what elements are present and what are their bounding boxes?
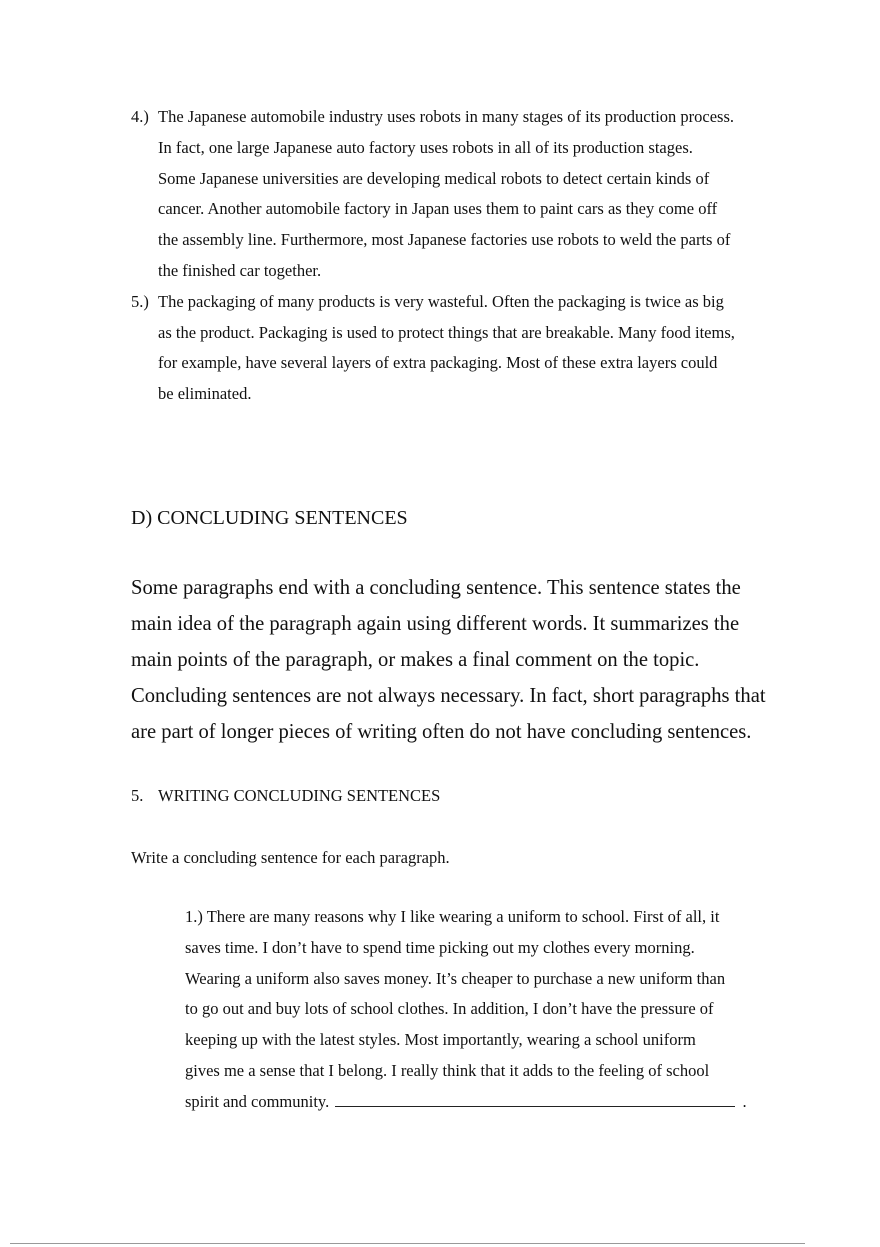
exercise-section-title: WRITING CONCLUDING SENTENCES xyxy=(158,786,441,805)
text-line: be eliminated. xyxy=(158,384,252,404)
list-item-number: 4.) xyxy=(131,107,149,126)
text-line: the finished car together. xyxy=(158,260,322,280)
exercise-line-period: . xyxy=(742,1091,747,1111)
exercise-line: keeping up with the latest styles. Most importantly, wearing a school uniform xyxy=(185,1030,696,1050)
paragraph-line: main idea of the paragraph again using different words. It summarizes the xyxy=(131,613,740,635)
text-line: the assembly line. Furthermore, most Japanese factories use robots to weld the parts of xyxy=(158,230,731,250)
text-line: cancer. Another automobile factory in Japan uses them to paint cars as they come off xyxy=(158,199,718,219)
exercise-line: saves time. I don’t have to spend time picking out my clothes every morning. xyxy=(185,937,695,957)
text-line: In fact, one large Japanese auto factory uses robots in all of its production stages. xyxy=(158,137,693,157)
exercise-instruction: Write a concluding sentence for each paragraph. xyxy=(131,848,450,867)
exercise-line: Wearing a uniform also saves money. It’s cheaper to purchase a new uniform than xyxy=(185,968,726,988)
section-d-heading: D) CONCLUDING SENTENCES xyxy=(131,507,408,529)
concluding-sentences-paragraph xyxy=(131,570,821,750)
text-line: The Japanese automobile industry uses robots in many stages of its production process. xyxy=(158,107,735,126)
text-line: as the product. Packaging is used to protect things that are breakable. Many food items, xyxy=(158,322,735,342)
numbered-example-list xyxy=(131,102,801,410)
paragraph-line: main points of the paragraph, or makes a final comment on the topic. xyxy=(131,649,700,671)
list-item-5 xyxy=(131,287,801,410)
paragraph-line: Some paragraphs end with a concluding sentence. This sentence states the xyxy=(131,577,741,599)
page-bottom-rule xyxy=(10,1243,805,1244)
list-item-text xyxy=(158,287,801,410)
exercise-line-text: spirit and community. xyxy=(185,1091,330,1111)
answer-blank-line[interactable] xyxy=(335,1090,735,1107)
exercise-line: gives me a sense that I belong. I really think that it adds to the feeling of school xyxy=(185,1060,710,1080)
text-line: for example, have several layers of extra packaging. Most of these extra layers could xyxy=(158,353,718,373)
text-line: Some Japanese universities are developing medical robots to detect certain kinds of xyxy=(158,168,710,188)
exercise-section-number: 5. xyxy=(131,786,144,805)
paragraph-line: are part of longer pieces of writing often do not have concluding sentences. xyxy=(131,721,752,743)
exercise-last-line xyxy=(185,1087,805,1118)
exercise-item-1 xyxy=(185,902,805,1118)
exercise-section-heading xyxy=(131,784,440,808)
text-line: The packaging of many products is very wasteful. Often the packaging is twice as big xyxy=(158,291,724,311)
paragraph-line: Concluding sentences are not always necessary. In fact, short paragraphs that xyxy=(131,685,766,707)
list-item-number: 5.) xyxy=(131,291,149,311)
list-item-text xyxy=(158,102,801,287)
exercise-line: to go out and buy lots of school clothes. In addition, I don’t have the pressure of xyxy=(185,999,714,1019)
exercise-line: 1.) There are many reasons why I like wearing a uniform to school. First of all, it xyxy=(185,907,720,926)
list-item-4 xyxy=(131,102,801,287)
